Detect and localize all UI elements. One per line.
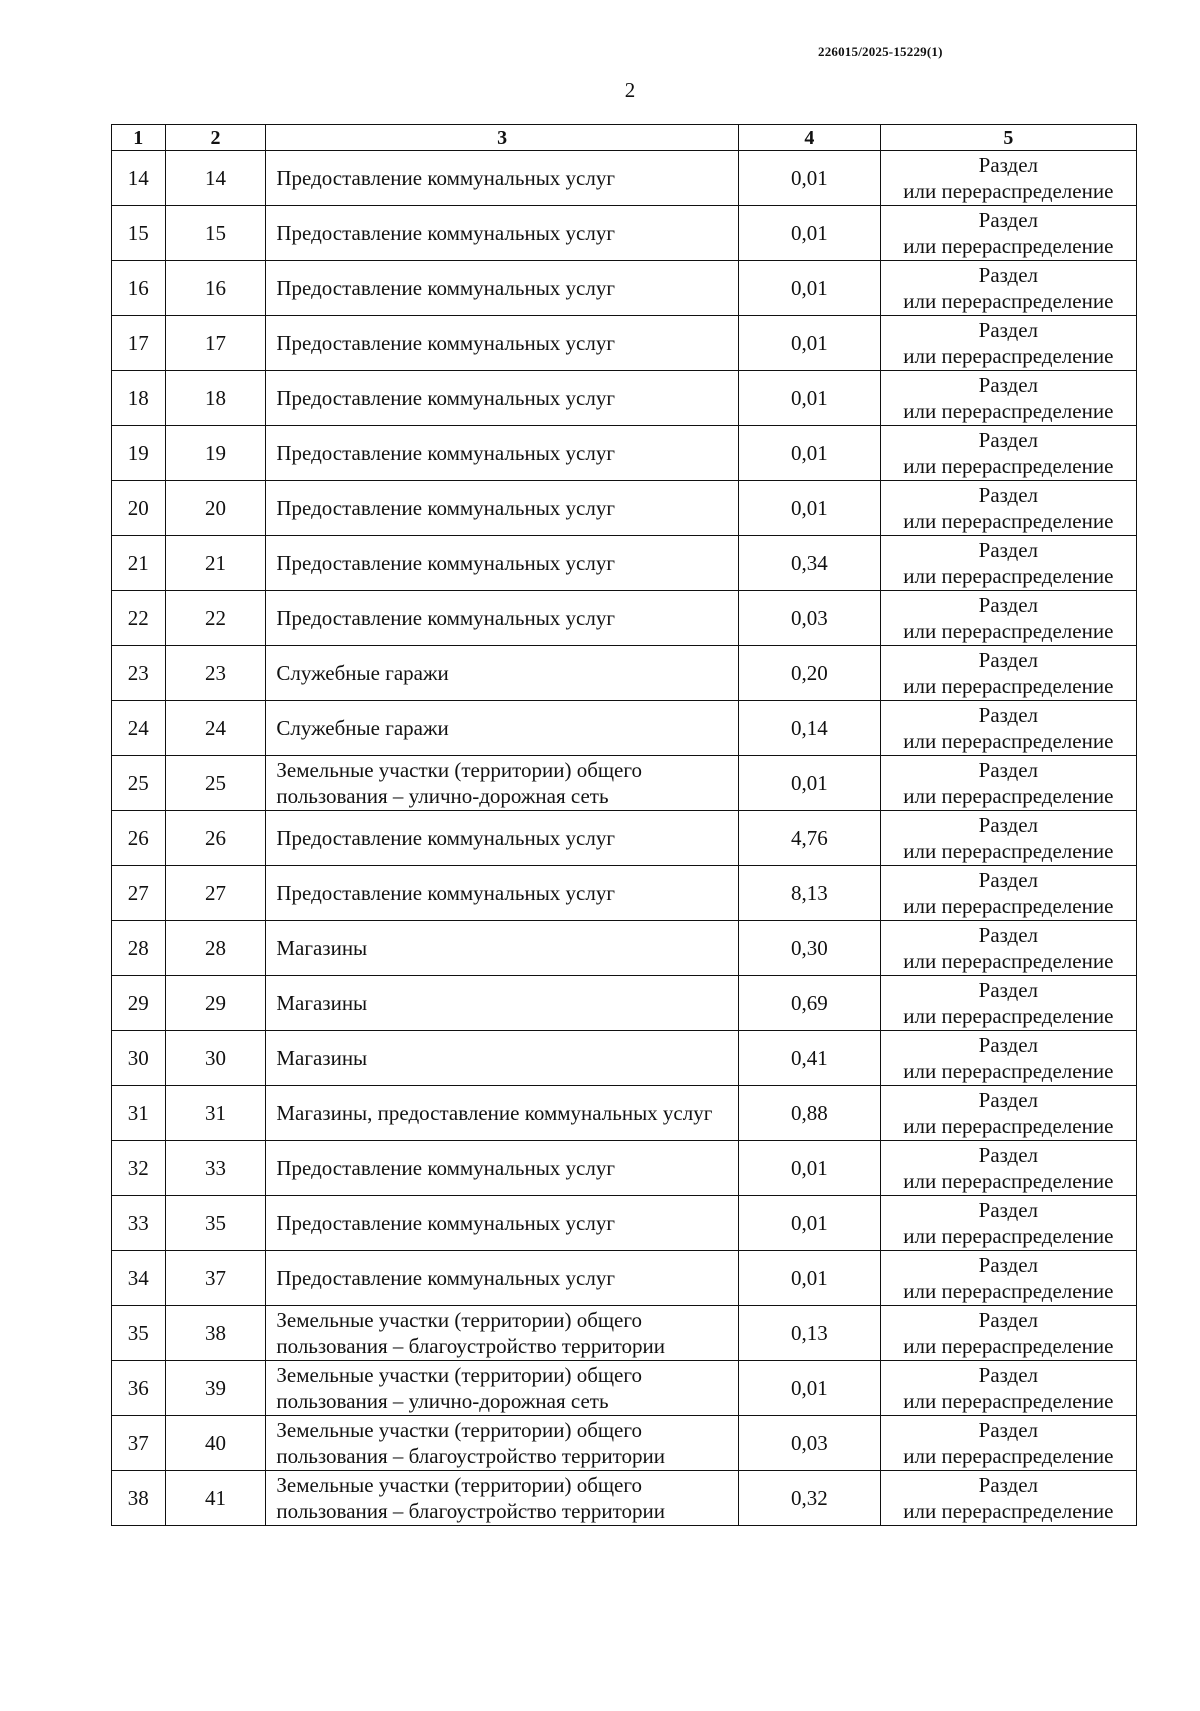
cell-area: 0,30 — [738, 921, 880, 976]
formation-method-line-2: или перераспределение — [903, 289, 1114, 313]
formation-method-line-1: Раздел — [978, 1473, 1039, 1497]
table-body — [112, 151, 1137, 1526]
cell-permitted-use: Земельные участки (территории) общего пользования – улично-дорожная сеть — [266, 1361, 739, 1416]
cell-parcel-number: 40 — [165, 1416, 266, 1471]
formation-method-line-2: или перераспределение — [903, 1224, 1114, 1248]
cell-formation-method — [880, 481, 1136, 536]
cell-parcel-number: 31 — [165, 1086, 266, 1141]
formation-method-line-2: или перераспределение — [903, 509, 1114, 533]
formation-method-line-1: Раздел — [978, 1363, 1039, 1387]
formation-method-line-1: Раздел — [978, 1253, 1039, 1277]
formation-method-line-2: или перераспределение — [903, 234, 1114, 258]
cell-parcel-number: 18 — [165, 371, 266, 426]
table-row — [112, 316, 1137, 371]
cell-parcel-number: 27 — [165, 866, 266, 921]
cell-parcel-number: 30 — [165, 1031, 266, 1086]
cell-area: 0,69 — [738, 976, 880, 1031]
formation-method-line-2: или перераспределение — [903, 1114, 1114, 1138]
cell-row-number: 17 — [112, 316, 166, 371]
cell-formation-method — [880, 646, 1136, 701]
cell-row-number: 24 — [112, 701, 166, 756]
formation-method-line-1: Раздел — [978, 813, 1039, 837]
formation-method-line-1: Раздел — [978, 703, 1039, 727]
cell-area: 0,34 — [738, 536, 880, 591]
table-row — [112, 151, 1137, 206]
cell-row-number: 14 — [112, 151, 166, 206]
cell-formation-method — [880, 536, 1136, 591]
cell-formation-method — [880, 1196, 1136, 1251]
formation-method-line-1: Раздел — [978, 1088, 1039, 1112]
cell-parcel-number: 37 — [165, 1251, 266, 1306]
formation-method-line-2: или перераспределение — [903, 674, 1114, 698]
cell-permitted-use: Предоставление коммунальных услуг — [266, 536, 739, 591]
formation-method-line-2: или перераспределение — [903, 1279, 1114, 1303]
table-row — [112, 701, 1137, 756]
table-row — [112, 426, 1137, 481]
cell-parcel-number: 41 — [165, 1471, 266, 1526]
cell-area: 0,01 — [738, 371, 880, 426]
cell-area: 0,01 — [738, 1251, 880, 1306]
formation-method-line-2: или перераспределение — [903, 894, 1114, 918]
table-row — [112, 261, 1137, 316]
cell-parcel-number: 19 — [165, 426, 266, 481]
cell-formation-method — [880, 921, 1136, 976]
cell-formation-method — [880, 756, 1136, 811]
cell-row-number: 15 — [112, 206, 166, 261]
cell-area: 0,01 — [738, 426, 880, 481]
table-row — [112, 481, 1137, 536]
cell-area: 0,03 — [738, 591, 880, 646]
cell-formation-method — [880, 1416, 1136, 1471]
cell-row-number: 26 — [112, 811, 166, 866]
cell-parcel-number: 15 — [165, 206, 266, 261]
cell-formation-method — [880, 426, 1136, 481]
cell-row-number: 21 — [112, 536, 166, 591]
cell-row-number: 22 — [112, 591, 166, 646]
cell-permitted-use: Предоставление коммунальных услуг — [266, 811, 739, 866]
cell-row-number: 28 — [112, 921, 166, 976]
formation-method-line-2: или перераспределение — [903, 454, 1114, 478]
cell-parcel-number: 33 — [165, 1141, 266, 1196]
table-row — [112, 1416, 1137, 1471]
cell-permitted-use: Предоставление коммунальных услуг — [266, 316, 739, 371]
cell-formation-method — [880, 591, 1136, 646]
cell-area: 0,01 — [738, 206, 880, 261]
cell-permitted-use: Предоставление коммунальных услуг — [266, 261, 739, 316]
cell-area: 0,14 — [738, 701, 880, 756]
cell-area: 0,01 — [738, 1196, 880, 1251]
cell-formation-method — [880, 1031, 1136, 1086]
table-row — [112, 921, 1137, 976]
cell-permitted-use: Предоставление коммунальных услуг — [266, 866, 739, 921]
formation-method-line-1: Раздел — [978, 428, 1039, 452]
document-number: 226015/2025-15229(1) — [818, 44, 943, 59]
cell-permitted-use: Земельные участки (территории) общего пользования – благоустройство территории — [266, 1471, 739, 1526]
cell-permitted-use: Предоставление коммунальных услуг — [266, 1196, 739, 1251]
cell-area: 0,88 — [738, 1086, 880, 1141]
formation-method-line-2: или перераспределение — [903, 784, 1114, 808]
cell-area: 4,76 — [738, 811, 880, 866]
formation-method-line-1: Раздел — [978, 208, 1039, 232]
cell-permitted-use: Магазины — [266, 1031, 739, 1086]
formation-method-line-2: или перераспределение — [903, 399, 1114, 423]
cell-parcel-number: 23 — [165, 646, 266, 701]
header-col-1: 1 — [112, 125, 166, 151]
formation-method-line-1: Раздел — [978, 923, 1039, 947]
header-col-2: 2 — [165, 125, 266, 151]
cell-area: 0,01 — [738, 1141, 880, 1196]
cell-permitted-use: Земельные участки (территории) общего пользования – улично-дорожная сеть — [266, 756, 739, 811]
cell-formation-method — [880, 1361, 1136, 1416]
formation-method-line-1: Раздел — [978, 593, 1039, 617]
cell-parcel-number: 21 — [165, 536, 266, 591]
formation-method-line-2: или перераспределение — [903, 1004, 1114, 1028]
cell-formation-method — [880, 1306, 1136, 1361]
cell-row-number: 33 — [112, 1196, 166, 1251]
cell-parcel-number: 14 — [165, 151, 266, 206]
page-number: 2 — [624, 78, 636, 102]
cell-row-number: 18 — [112, 371, 166, 426]
cell-row-number: 19 — [112, 426, 166, 481]
formation-method-line-1: Раздел — [978, 538, 1039, 562]
table-row — [112, 646, 1137, 701]
formation-method-line-2: или перераспределение — [903, 1499, 1114, 1523]
formation-method-line-1: Раздел — [978, 868, 1039, 892]
table-row — [112, 1361, 1137, 1416]
cell-permitted-use: Магазины — [266, 976, 739, 1031]
cell-permitted-use: Земельные участки (территории) общего пользования – благоустройство территории — [266, 1306, 739, 1361]
cell-row-number: 31 — [112, 1086, 166, 1141]
cell-area: 0,20 — [738, 646, 880, 701]
cell-row-number: 34 — [112, 1251, 166, 1306]
cell-row-number: 36 — [112, 1361, 166, 1416]
cell-row-number: 38 — [112, 1471, 166, 1526]
table-row — [112, 1471, 1137, 1526]
formation-method-line-2: или перераспределение — [903, 344, 1114, 368]
cell-area: 0,01 — [738, 151, 880, 206]
table-row — [112, 591, 1137, 646]
table-row — [112, 1306, 1137, 1361]
cell-formation-method — [880, 1141, 1136, 1196]
table-row — [112, 206, 1137, 261]
cell-parcel-number: 28 — [165, 921, 266, 976]
formation-method-line-2: или перераспределение — [903, 949, 1114, 973]
parcels-table — [111, 124, 1137, 1526]
cell-parcel-number: 38 — [165, 1306, 266, 1361]
cell-area: 8,13 — [738, 866, 880, 921]
cell-permitted-use: Служебные гаражи — [266, 646, 739, 701]
formation-method-line-2: или перераспределение — [903, 1389, 1114, 1413]
formation-method-line-2: или перераспределение — [903, 1059, 1114, 1083]
table-row — [112, 976, 1137, 1031]
cell-permitted-use: Служебные гаражи — [266, 701, 739, 756]
cell-area: 0,01 — [738, 756, 880, 811]
formation-method-line-1: Раздел — [978, 263, 1039, 287]
cell-formation-method — [880, 316, 1136, 371]
cell-parcel-number: 22 — [165, 591, 266, 646]
cell-formation-method — [880, 206, 1136, 261]
table-row — [112, 811, 1137, 866]
cell-formation-method — [880, 866, 1136, 921]
cell-permitted-use: Предоставление коммунальных услуг — [266, 1141, 739, 1196]
table-row — [112, 756, 1137, 811]
cell-parcel-number: 24 — [165, 701, 266, 756]
formation-method-line-1: Раздел — [978, 318, 1039, 342]
table-row — [112, 1251, 1137, 1306]
cell-permitted-use: Предоставление коммунальных услуг — [266, 591, 739, 646]
cell-formation-method — [880, 1086, 1136, 1141]
formation-method-line-1: Раздел — [978, 978, 1039, 1002]
formation-method-line-2: или перераспределение — [903, 564, 1114, 588]
cell-permitted-use: Предоставление коммунальных услуг — [266, 151, 739, 206]
cell-parcel-number: 25 — [165, 756, 266, 811]
formation-method-line-1: Раздел — [978, 648, 1039, 672]
cell-parcel-number: 17 — [165, 316, 266, 371]
cell-permitted-use: Предоставление коммунальных услуг — [266, 481, 739, 536]
formation-method-line-1: Раздел — [978, 1308, 1039, 1332]
cell-area: 0,03 — [738, 1416, 880, 1471]
formation-method-line-2: или перераспределение — [903, 619, 1114, 643]
cell-row-number: 20 — [112, 481, 166, 536]
table-row — [112, 371, 1137, 426]
formation-method-line-2: или перераспределение — [903, 179, 1114, 203]
cell-row-number: 29 — [112, 976, 166, 1031]
cell-permitted-use: Магазины, предоставление коммунальных услуг — [266, 1086, 739, 1141]
table-row — [112, 1141, 1137, 1196]
table-row — [112, 536, 1137, 591]
cell-permitted-use: Магазины — [266, 921, 739, 976]
cell-parcel-number: 20 — [165, 481, 266, 536]
cell-formation-method — [880, 1251, 1136, 1306]
cell-permitted-use: Предоставление коммунальных услуг — [266, 206, 739, 261]
cell-permitted-use: Предоставление коммунальных услуг — [266, 426, 739, 481]
cell-formation-method — [880, 811, 1136, 866]
cell-permitted-use: Земельные участки (территории) общего пользования – благоустройство территории — [266, 1416, 739, 1471]
formation-method-line-1: Раздел — [978, 373, 1039, 397]
cell-formation-method — [880, 701, 1136, 756]
formation-method-line-1: Раздел — [978, 758, 1039, 782]
cell-parcel-number: 29 — [165, 976, 266, 1031]
cell-area: 0,01 — [738, 481, 880, 536]
cell-area: 0,01 — [738, 261, 880, 316]
cell-row-number: 37 — [112, 1416, 166, 1471]
cell-row-number: 35 — [112, 1306, 166, 1361]
header-col-4: 4 — [738, 125, 880, 151]
table-row — [112, 1031, 1137, 1086]
table-row — [112, 1196, 1137, 1251]
cell-formation-method — [880, 1471, 1136, 1526]
formation-method-line-2: или перераспределение — [903, 729, 1114, 753]
formation-method-line-1: Раздел — [978, 1198, 1039, 1222]
cell-formation-method — [880, 371, 1136, 426]
cell-formation-method — [880, 976, 1136, 1031]
table-row — [112, 1086, 1137, 1141]
formation-method-line-1: Раздел — [978, 1033, 1039, 1057]
formation-method-line-2: или перераспределение — [903, 839, 1114, 863]
cell-row-number: 25 — [112, 756, 166, 811]
formation-method-line-1: Раздел — [978, 153, 1039, 177]
formation-method-line-2: или перераспределение — [903, 1334, 1114, 1358]
table-header-row — [112, 125, 1137, 151]
formation-method-line-1: Раздел — [978, 1418, 1039, 1442]
cell-parcel-number: 16 — [165, 261, 266, 316]
cell-formation-method — [880, 261, 1136, 316]
cell-row-number: 32 — [112, 1141, 166, 1196]
cell-permitted-use: Предоставление коммунальных услуг — [266, 1251, 739, 1306]
cell-permitted-use: Предоставление коммунальных услуг — [266, 371, 739, 426]
cell-area: 0,41 — [738, 1031, 880, 1086]
cell-row-number: 27 — [112, 866, 166, 921]
formation-method-line-2: или перераспределение — [903, 1444, 1114, 1468]
header-col-3: 3 — [266, 125, 739, 151]
formation-method-line-1: Раздел — [978, 1143, 1039, 1167]
formation-method-line-1: Раздел — [978, 483, 1039, 507]
cell-formation-method — [880, 151, 1136, 206]
cell-parcel-number: 26 — [165, 811, 266, 866]
cell-row-number: 23 — [112, 646, 166, 701]
cell-area: 0,32 — [738, 1471, 880, 1526]
cell-row-number: 30 — [112, 1031, 166, 1086]
cell-parcel-number: 39 — [165, 1361, 266, 1416]
cell-parcel-number: 35 — [165, 1196, 266, 1251]
cell-area: 0,01 — [738, 316, 880, 371]
header-col-5: 5 — [880, 125, 1136, 151]
cell-area: 0,01 — [738, 1361, 880, 1416]
cell-area: 0,13 — [738, 1306, 880, 1361]
table-row — [112, 866, 1137, 921]
formation-method-line-2: или перераспределение — [903, 1169, 1114, 1193]
cell-row-number: 16 — [112, 261, 166, 316]
